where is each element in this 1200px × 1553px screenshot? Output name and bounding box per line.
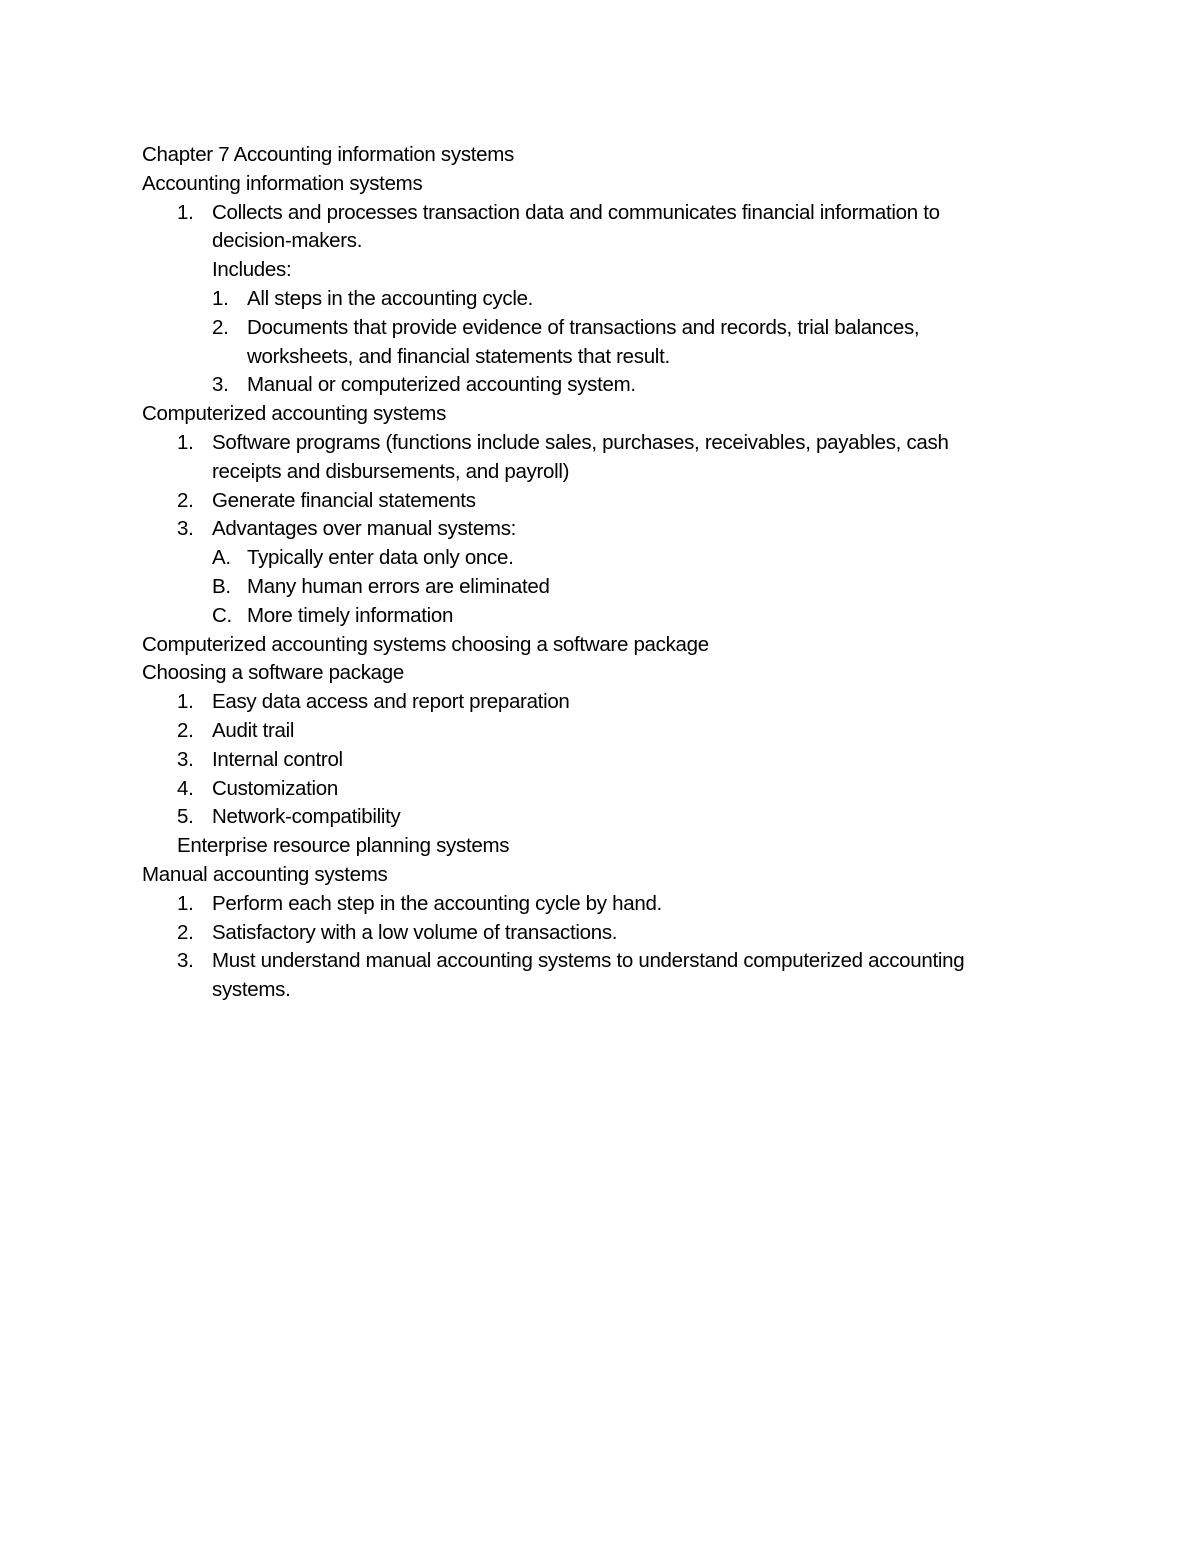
- list-item: [142, 775, 1062, 804]
- line-text: Easy data access and report preparation: [212, 690, 570, 714]
- line-text: Internal control: [212, 747, 343, 771]
- line-text: Software programs (functions include sales, purchases, receivables, payables, cash: [212, 430, 949, 454]
- sub-list-item: [142, 314, 1062, 343]
- line-text: All steps in the accounting cycle.: [247, 286, 534, 310]
- list-marker: 3.: [177, 949, 194, 973]
- line-text: Many human errors are eliminated: [247, 574, 550, 598]
- list-marker: 1.: [212, 286, 229, 310]
- list-marker: 3.: [177, 517, 194, 541]
- list-marker: 3.: [177, 747, 194, 771]
- section-heading: [142, 400, 1062, 429]
- list-item: [142, 688, 1062, 717]
- sub-list-item: [142, 573, 1062, 602]
- sub-list-item: [142, 602, 1062, 631]
- list-item: [142, 515, 1062, 544]
- line-text: Manual accounting systems: [142, 862, 388, 886]
- line-text: Collects and processes transaction data and communicates financial information to: [212, 200, 940, 224]
- line-text: Network-compatibility: [212, 805, 401, 829]
- list-marker: 2.: [177, 920, 194, 944]
- line-text: receipts and disbursements, and payroll): [212, 459, 570, 483]
- line-text: More timely information: [247, 603, 454, 627]
- list-item: [142, 947, 1062, 976]
- line-text: Computerized accounting systems choosing a software package: [142, 632, 709, 656]
- list-marker: 2.: [177, 488, 194, 512]
- line-text: Generate financial statements: [212, 488, 476, 512]
- list-marker: 3.: [212, 373, 229, 397]
- list-item: [142, 717, 1062, 746]
- list-item-continuation: [142, 256, 1062, 285]
- list-marker: 1.: [177, 891, 194, 915]
- section-heading: [142, 659, 1062, 688]
- list-item: [142, 746, 1062, 775]
- line-text: Satisfactory with a low volume of transactions.: [212, 920, 618, 944]
- line-text: Includes:: [212, 258, 292, 282]
- line-text: Accounting information systems: [142, 171, 423, 195]
- list-item: [142, 487, 1062, 516]
- list-marker: 4.: [177, 776, 194, 800]
- line-text: Advantages over manual systems:: [212, 517, 517, 541]
- list-item: [142, 919, 1062, 948]
- list-item-continuation: [142, 976, 1062, 1005]
- line-text: Computerized accounting systems: [142, 402, 447, 426]
- list-item: [142, 890, 1062, 919]
- list-item: [142, 429, 1062, 458]
- line-text: systems.: [212, 978, 291, 1002]
- list-item-continuation: [142, 227, 1062, 256]
- sub-heading: [142, 832, 1062, 861]
- list-marker: 1.: [177, 200, 194, 224]
- list-item-continuation: [142, 458, 1062, 487]
- sub-list-item: [142, 285, 1062, 314]
- list-item-continuation: [142, 343, 1062, 372]
- list-marker: 1.: [177, 690, 194, 714]
- line-text: Perform each step in the accounting cycle by hand.: [212, 891, 662, 915]
- list-marker: 2.: [177, 718, 194, 742]
- line-text: Typically enter data only once.: [247, 546, 514, 570]
- line-text: Manual or computerized accounting system.: [247, 373, 636, 397]
- list-marker: 2.: [212, 315, 229, 339]
- document-body: [142, 141, 1062, 1005]
- line-text: Chapter 7 Accounting information systems: [142, 143, 514, 166]
- list-item: [142, 803, 1062, 832]
- sub-list-item: [142, 544, 1062, 573]
- line-text: Enterprise resource planning systems: [177, 834, 510, 858]
- line-text: Must understand manual accounting systems to understand computerized accounting: [212, 949, 965, 973]
- sub-list-item: [142, 371, 1062, 400]
- line-text: worksheets, and financial statements that result.: [247, 344, 670, 368]
- section-heading: [142, 631, 1062, 660]
- list-marker: 5.: [177, 805, 194, 829]
- line-text: Choosing a software package: [142, 661, 404, 685]
- line-text: Documents that provide evidence of transactions and records, trial balances,: [247, 315, 920, 339]
- line-text: Customization: [212, 776, 338, 800]
- list-marker: B.: [212, 574, 231, 598]
- list-marker: C.: [212, 603, 232, 627]
- line-text: Audit trail: [212, 718, 295, 742]
- list-item: [142, 199, 1062, 228]
- section-heading: [142, 141, 1062, 170]
- section-heading: [142, 170, 1062, 199]
- list-marker: A.: [212, 546, 231, 570]
- line-text: decision-makers.: [212, 229, 363, 253]
- section-heading: [142, 861, 1062, 890]
- list-marker: 1.: [177, 430, 194, 454]
